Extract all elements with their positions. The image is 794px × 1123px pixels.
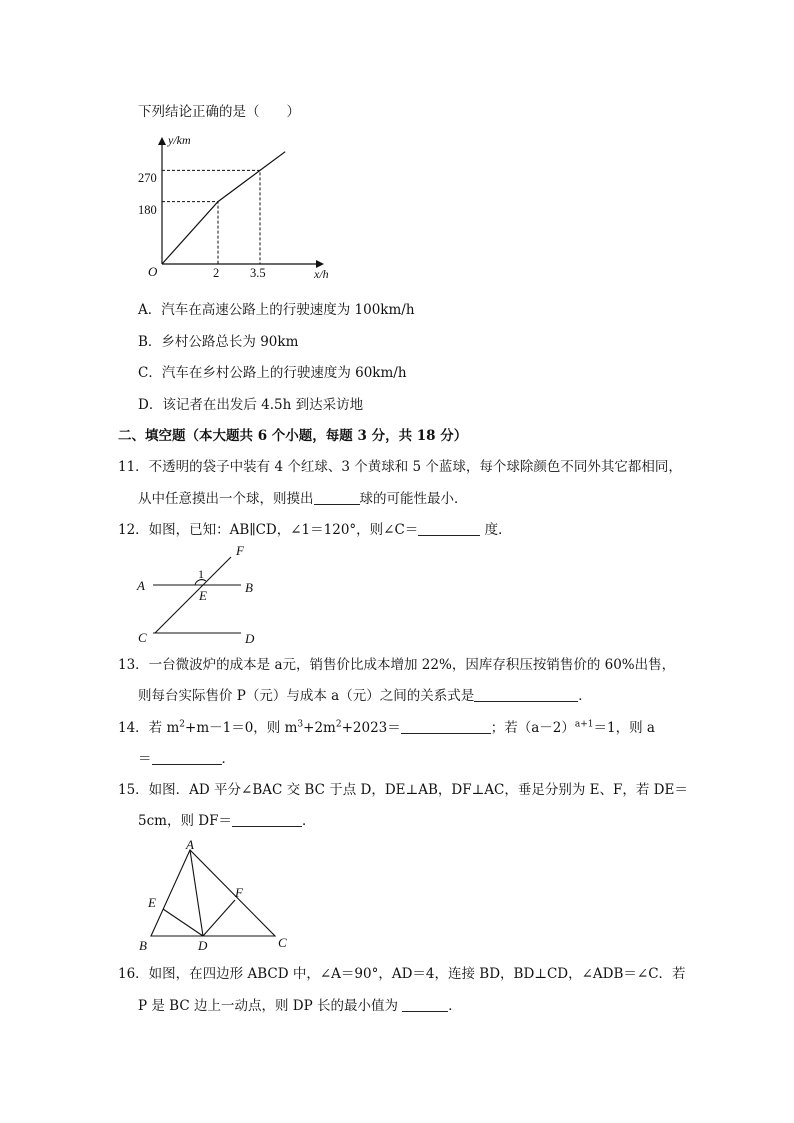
- q16-line1: 16．如图，在四边形 ABCD 中，∠A＝90°，AD＝4，连接 BD，BD⊥CD，∠ADB＝∠C．若: [118, 966, 686, 982]
- origin-label: O: [148, 264, 158, 279]
- q12-answer-blank[interactable]: [418, 521, 480, 536]
- guide-line-270: [162, 170, 260, 264]
- triangle-abc: [151, 850, 275, 936]
- q16-line2: [138, 997, 462, 1015]
- q12-stem: [118, 521, 512, 539]
- label-a: A: [186, 837, 194, 852]
- q14-line2: [138, 750, 235, 768]
- segment-de: [163, 909, 203, 936]
- label-e: E: [148, 895, 156, 910]
- q15-answer-blank[interactable]: [232, 812, 302, 827]
- q11-text-b: 球的可能性最小．: [359, 491, 468, 507]
- q15-text-b: ．: [301, 813, 316, 829]
- q14-sup-4: a+1: [574, 719, 594, 730]
- distance-time-graph: [140, 130, 340, 280]
- q14-answer-blank-2[interactable]: [152, 750, 222, 765]
- q10-option-a: A．汽车在高速公路上的行驶速度为 100km/h: [138, 302, 415, 318]
- label-a: A: [137, 578, 145, 593]
- q16-text-b: ．: [448, 998, 462, 1014]
- q14-sup-2: 3: [297, 719, 304, 730]
- label-b: B: [245, 580, 253, 595]
- q15-line2: [138, 812, 315, 830]
- q14-equals: ＝: [138, 751, 152, 767]
- q11-line1: 11．不透明的袋子中装有 4 个红球、3 个黄球和 5 个蓝球，每个球除颜色不同外其它都相同，: [118, 459, 682, 475]
- q16-text-a: P 是 BC 边上一动点，则 DP 长的最小值为: [138, 998, 403, 1014]
- label-angle-1: 1: [198, 567, 204, 581]
- label-d: D: [198, 938, 208, 953]
- q11-answer-blank[interactable]: [314, 490, 360, 505]
- q13-answer-blank[interactable]: [474, 687, 578, 702]
- q15-text-a: 5cm，则 DF＝: [138, 813, 232, 829]
- section-2-title: 二、填空题（本大题共 6 个小题，每题 3 分，共 18 分）: [118, 428, 468, 444]
- q11-text-a: 从中任意摸出一个球，则摸出: [138, 491, 314, 507]
- q12-parallel-lines-figure: [135, 545, 285, 645]
- x-axis-label: x/h: [314, 267, 329, 281]
- q16-answer-blank[interactable]: [402, 997, 448, 1012]
- q12-text-a: 12．如图，已知：AB∥CD，∠1＝120°，则∠C＝: [118, 522, 419, 538]
- x-tick-3.5: 3.5: [250, 266, 266, 280]
- label-c: C: [138, 630, 147, 645]
- y-tick-270: 270: [138, 171, 157, 185]
- label-f: F: [236, 543, 244, 558]
- q13-text-a: 则每台实际售价 P（元）与成本 a（元）之间的关系式是: [138, 688, 475, 704]
- q13-line1: 13．一台微波炉的成本是 a元，销售价比成本增加 22%，因库存积压按销售价的 60%出售，: [118, 657, 676, 673]
- q10-stem: 下列结论正确的是（ ）: [138, 104, 300, 120]
- q14-line1: [118, 719, 655, 737]
- x-tick-2: 2: [213, 266, 220, 280]
- q14-sup-1: 2: [179, 719, 186, 730]
- y-axis-arrow-icon: [158, 137, 166, 145]
- q10-option-c: C．汽车在乡村公路上的行驶速度为 60km/h: [138, 365, 407, 381]
- q11-line2: [138, 490, 468, 508]
- distance-line: [162, 152, 285, 264]
- q14-part-e: ；若（a－2）: [490, 720, 575, 736]
- q14-sup-3: 2: [335, 719, 342, 730]
- label-c: C: [278, 935, 287, 950]
- q14-part-f: ＝1，则 a: [593, 720, 655, 736]
- q10-option-d: D．该记者在出发后 4.5h 到达采访地: [138, 397, 364, 413]
- segment-df: [203, 900, 235, 936]
- q14-period: ．: [221, 751, 235, 767]
- label-b: B: [139, 938, 147, 953]
- q15-triangle-figure: [135, 837, 305, 955]
- transversal-cf: [155, 557, 231, 633]
- label-e: E: [199, 588, 207, 603]
- q14-part-b: +m－1＝0，则 m: [185, 720, 298, 736]
- segment-ad: [190, 850, 203, 936]
- q10-option-b: B．乡村公路总长为 90km: [138, 334, 299, 350]
- label-d: D: [245, 631, 255, 646]
- q13-line2: [138, 687, 592, 705]
- q12-text-b: 度．: [480, 522, 512, 538]
- q13-text-b: ．: [578, 688, 592, 704]
- y-tick-180: 180: [138, 203, 157, 217]
- y-axis-label: y/km: [168, 133, 191, 147]
- q14-part-a: 14．若 m: [118, 720, 180, 736]
- q14-part-d: +2023＝: [341, 720, 401, 736]
- q14-part-c: +2m: [303, 720, 336, 736]
- q15-line1: 15．如图．AD 平分∠BAC 交 BC 于点 D，DE⊥AB，DF⊥AC，垂足分别为 E、F，若 DE＝: [118, 782, 688, 798]
- label-f: F: [235, 885, 243, 900]
- q14-answer-blank-1[interactable]: [401, 719, 491, 734]
